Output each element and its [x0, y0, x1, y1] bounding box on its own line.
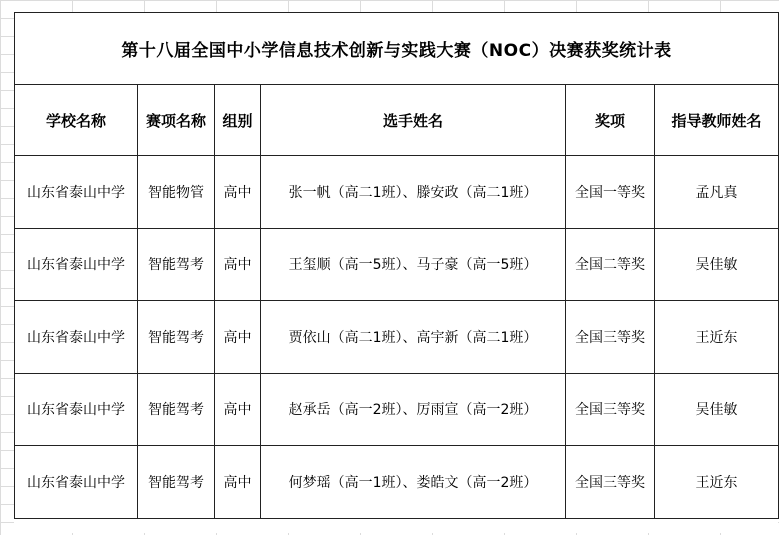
cell-teacher[interactable]: 孟凡真 [655, 156, 779, 229]
cell-group[interactable]: 高中 [215, 156, 261, 229]
cell-school[interactable]: 山东省泰山中学 [15, 301, 138, 374]
cell-award[interactable]: 全国三等奖 [566, 373, 655, 446]
header-players[interactable]: 选手姓名 [261, 85, 566, 156]
cell-award[interactable]: 全国一等奖 [566, 156, 655, 229]
cell-school[interactable]: 山东省泰山中学 [15, 373, 138, 446]
cell-players[interactable]: 贾依山（高二1班）、高宇新（高二1班） [261, 301, 566, 374]
cell-players[interactable]: 赵承岳（高一2班）、厉雨宣（高一2班） [261, 373, 566, 446]
cell-event[interactable]: 智能驾考 [138, 228, 215, 301]
cell-players[interactable]: 张一帆（高二1班）、滕安政（高二1班） [261, 156, 566, 229]
header-group[interactable]: 组别 [215, 85, 261, 156]
header-award[interactable]: 奖项 [566, 85, 655, 156]
cell-award[interactable]: 全国二等奖 [566, 228, 655, 301]
cell-teacher[interactable]: 吴佳敏 [655, 228, 779, 301]
header-row [15, 85, 779, 156]
cell-event[interactable]: 智能物管 [138, 156, 215, 229]
award-statistics-table [14, 12, 779, 519]
cell-group[interactable]: 高中 [215, 446, 261, 519]
table-row [15, 373, 779, 446]
cell-group[interactable]: 高中 [215, 373, 261, 446]
cell-teacher[interactable]: 王近东 [655, 446, 779, 519]
cell-award[interactable]: 全国三等奖 [566, 446, 655, 519]
cell-players[interactable]: 何梦瑶（高一1班）、娄皓文（高一2班） [261, 446, 566, 519]
cell-event[interactable]: 智能驾考 [138, 301, 215, 374]
header-teacher[interactable]: 指导教师姓名 [655, 85, 779, 156]
cell-group[interactable]: 高中 [215, 301, 261, 374]
header-school[interactable]: 学校名称 [15, 85, 138, 156]
spreadsheet-area [14, 12, 778, 533]
cell-players[interactable]: 王玺顺（高一5班）、马子豪（高一5班） [261, 228, 566, 301]
header-event[interactable]: 赛项名称 [138, 85, 215, 156]
table-row [15, 446, 779, 519]
table-title[interactable]: 第十八届全国中小学信息技术创新与实践大赛（NOC）决赛获奖统计表 [15, 13, 779, 85]
cell-event[interactable]: 智能驾考 [138, 446, 215, 519]
cell-school[interactable]: 山东省泰山中学 [15, 446, 138, 519]
cell-award[interactable]: 全国三等奖 [566, 301, 655, 374]
cell-school[interactable]: 山东省泰山中学 [15, 156, 138, 229]
cell-group[interactable]: 高中 [215, 228, 261, 301]
cell-event[interactable]: 智能驾考 [138, 373, 215, 446]
table-row [15, 228, 779, 301]
table-row [15, 156, 779, 229]
cell-school[interactable]: 山东省泰山中学 [15, 228, 138, 301]
table-row [15, 301, 779, 374]
cell-teacher[interactable]: 吴佳敏 [655, 373, 779, 446]
cell-teacher[interactable]: 王近东 [655, 301, 779, 374]
